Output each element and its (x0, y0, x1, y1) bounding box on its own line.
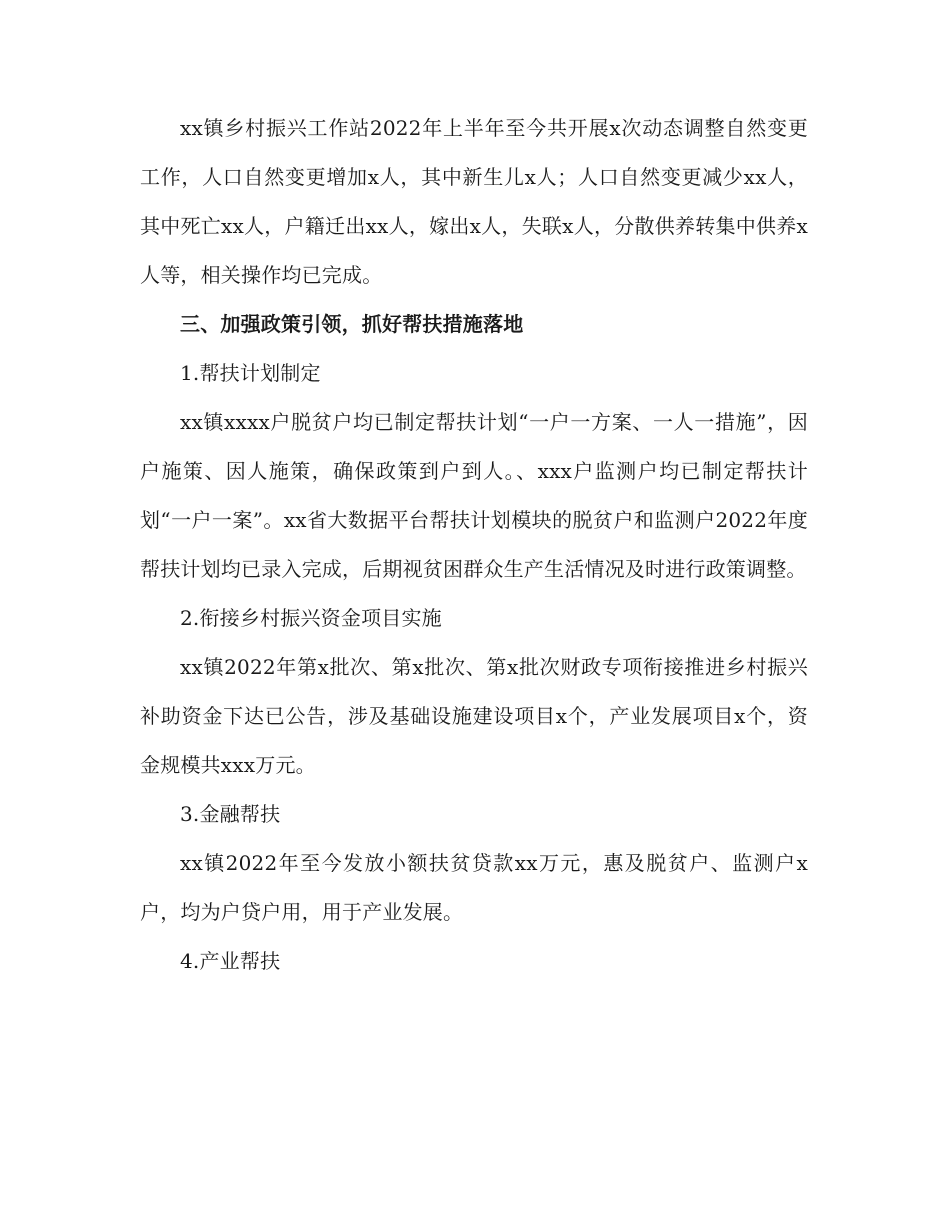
paragraph-assistance-plan: xx镇xxxx户脱贫户均已制定帮扶计划“一户一方案、一人一措施”，因户施策、因人施策，确保政策到户到人。、xxx户监测户均已制定帮扶计划“一户一案”。xx省大数据平台帮扶计划模块的脱贫户和监测户2022年度帮扶计划均已录入完成，后期视贫困群众生产生活情况及时进行政策调整。 (140, 410, 808, 581)
paragraph-population-changes: xx镇乡村振兴工作站2022年上半年至今共开展x次动态调整自然变更工作，人口自然变更增加x人，其中新生儿x人；人口自然变更减少xx人，其中死亡xx人，户籍迁出xx人，嫁出x人，失联x人，分散供养转集中供养x人等，相关操作均已完成。 (140, 116, 808, 287)
subheading-financial-assistance: 3.金融帮扶 (180, 802, 281, 826)
paragraph-financial-assistance: xx镇2022年至今发放小额扶贫贷款xx万元，惠及脱贫户、监测户x户，均为户贷户用，用于产业发展。 (140, 851, 808, 924)
paragraph-funding-projects: xx镇2022年第x批次、第x批次、第x批次财政专项衔接推进乡村振兴补助资金下达已公告，涉及基础设施建设项目x个，产业发展项目x个，资金规模共xxx万元。 (140, 655, 808, 777)
section-heading-policy: 三、加强政策引领，抓好帮扶措施落地 (180, 312, 524, 336)
document-body (140, 104, 808, 986)
subheading-industry-assistance: 4.产业帮扶 (180, 949, 281, 973)
subheading-assistance-plan: 1.帮扶计划制定 (180, 361, 321, 385)
subheading-funding-projects: 2.衔接乡村振兴资金项目实施 (180, 606, 442, 630)
